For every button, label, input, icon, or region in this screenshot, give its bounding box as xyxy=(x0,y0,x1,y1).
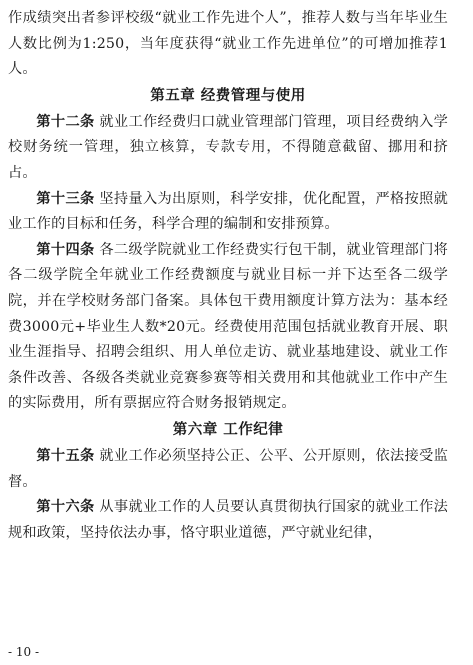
article-14 xyxy=(8,238,448,417)
article-number: 第十三条 xyxy=(36,190,95,207)
article-text: 就业工作经费归口就业管理部门管理，项目经费纳入学校财务统一管理，独立核算，专款专用，不得随意截留、挪用和挤占。 xyxy=(8,113,448,181)
chapter-heading-6: 第六章 工作纪律 xyxy=(172,421,284,438)
article-15 xyxy=(8,444,448,495)
article-text: 从事就业工作的人员要认真贯彻执行国家的就业工作法规和政策，坚持依法办事，恪守职业道德，严守就业纪律， xyxy=(8,499,448,541)
article-text: 就业工作必须坚持公正、公平、公开原则，依法接受监督。 xyxy=(8,447,448,490)
article-12 xyxy=(8,110,448,187)
paragraph-continuation xyxy=(8,6,448,83)
article-number: 第十六条 xyxy=(36,499,95,516)
article-number: 第十二条 xyxy=(36,113,95,130)
chapter-heading-5: 第五章 经费管理与使用 xyxy=(150,87,306,104)
article-number: 第十五条 xyxy=(36,447,95,464)
article-text: 坚持量入为出原则，科学安排，优化配置，严格按照就业工作的目标和任务，科学合理的编制和安排预算。 xyxy=(8,190,448,233)
article-13 xyxy=(8,187,448,238)
article-16 xyxy=(8,495,448,546)
page-number: - 10 - xyxy=(8,645,40,659)
article-text: 各二级学院就业工作经费实行包干制，就业管理部门将各二级学院全年就业工作经费额度与就业目标一并下达至各二级学院，并在学校财务部门备案。具体包干费用额度计算方法为：基本经费3000元+毕业生人数*20元。经费使用范围包括就业教育开展、职业生涯指导、招聘会组织、用人单位走访、就业基地建设、就业工作条件改善、各级各类就业竞赛参赛等相关费用和其他就业工作中产生的实际费用，所有票据应符合财务报销规定。 xyxy=(8,241,448,412)
document-body xyxy=(8,6,448,546)
paragraph-text: 作成绩突出者参评校级“就业工作先进个人”，推荐人数与当年毕业生人数比例为1:250，当年度获得“就业工作先进单位”的可增加推荐1人。 xyxy=(8,10,448,78)
article-number: 第十四条 xyxy=(36,241,95,258)
